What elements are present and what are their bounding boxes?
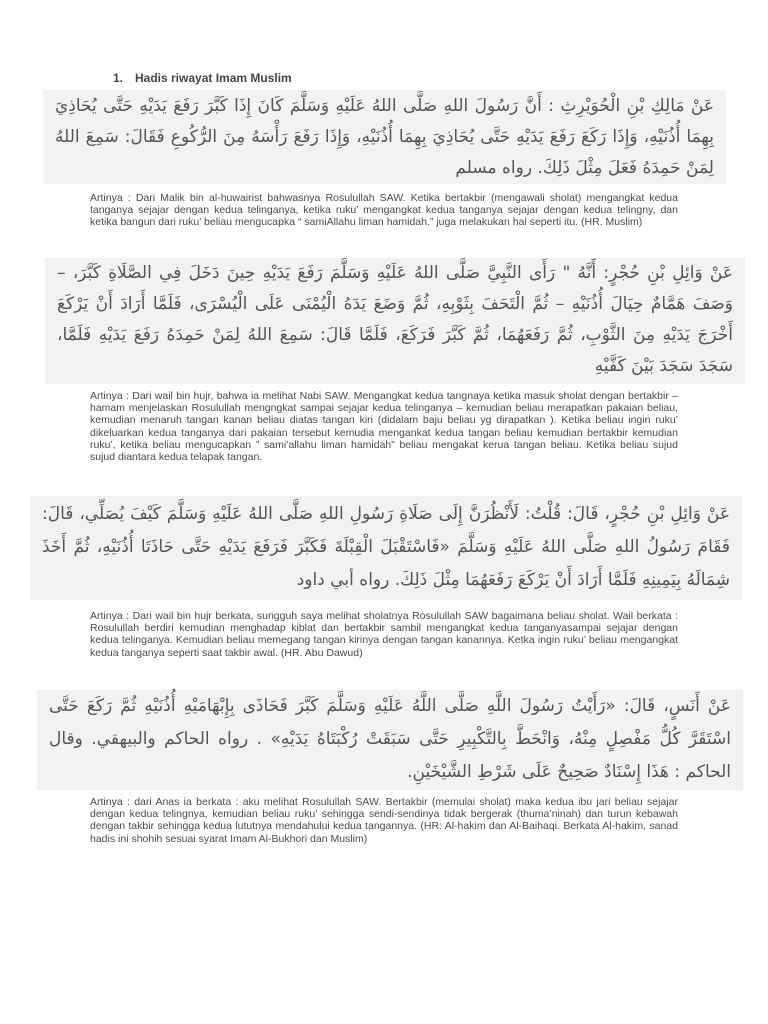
hadith-3-translation: Artinya : Dari wail bin hujr berkata, sungguh saya melihat sholatnya Rosulullah SAW bagaimana beliau sholat. Wail berkata : Rosulullah berdiri kemudian menghadap kiblat dan bertakbir sambil mengangkat kedua tanganyasampai sejajar dengan kedua telinganya. Kemudian beliau memegang tangan kirinya dengan tangan kanannya. Ketka ingin ruku’ beliau mengangkat kedua tanganya seperti saat takbir awal. (HR. Abu Dawud) bbox=[90, 610, 678, 659]
hadith-4-arabic: عَنْ أَنَسٍ، قَالَ: «رَأَيْتُ رَسُولَ اللَّهِ صَلَّى اللَّهُ عَلَيْهِ وَسَلَّمَ كَبَّرَ فَحَاذَى بِإِبْهَامَيْهِ أُذُنَيْهِ ثُمَّ رَكَعَ حَتَّى اسْتَقَرَّ كُلُّ مَفْصِلٍ مِنْهُ، وَانْحَطَّ بِالتَّكْبِيرِ حَتَّى سَبَقَتْ رُكْبَتَاهُ يَدَيْهِ» . رواه الحاكم والبيهقي. وقال الحاكم : هَذَا إِسْنَادٌ صَحِيحٌ عَلَى شَرْطِ الشَّيْخَيْنِ. bbox=[37, 690, 743, 790]
hadith-2-arabic: عَنْ وَائِلِ بْنِ حُجْرٍ: أَنَّهُ " رَأَى النَّبِيَّ صَلَّى اللهُ عَلَيْهِ وَسَلَّمَ رَفَعَ يَدَيْهِ حِينَ دَخَلَ فِي الصَّلَاةِ كَبَّرَ، – وَصَفَ هَمَّامٌ حِيَالَ أُذُنَيْهِ – ثُمَّ الْتَحَفَ بِثَوْبِهِ، ثُمَّ وَضَعَ يَدَهُ الْيُمْنَى عَلَى الْيُسْرَى، فَلَمَّا أَرَادَ أَنْ يَرْكَعَ أَخْرَجَ يَدَيْهِ مِنَ الثَّوْبِ، ثُمَّ رَفَعَهُمَا، ثُمَّ كَبَّرَ فَرَكَعَ، فَلَمَّا قَالَ: سَمِعَ اللهُ لِمَنْ حَمِدَهُ رَفَعَ يَدَيْهِ فَلَمَّا، سَجَدَ سَجَدَ بَيْنَ كَفَّيْهِ bbox=[45, 258, 745, 384]
heading-number: 1. bbox=[113, 71, 124, 85]
hadith-1-arabic: عَنْ مَالِكِ بْنِ الْحُوَيْرِثِ : أَنَّ رَسُولَ اللهِ صَلَّى اللهُ عَلَيْهِ وَسَلَّمَ كَانَ إِذَا كَبَّرَ رَفَعَ يَدَيْهِ حَتَّى يُحَاذِيَ بِهِمَا أُذُنَيْهِ، وَإِذَا رَكَعَ رَفَعَ يَدَيْهِ حَتَّى يُحَاذِيَ بِهِمَا أُذُنَيْهِ، وَإِذَا رَفَعَ رَأْسَهُ مِنَ الرُّكُوعِ فَقَالَ: سَمِعَ اللهُ لِمَنْ حَمِدَهُ فَعَلَ مِثْلَ ذَلِكَ. رواه مسلم bbox=[43, 90, 726, 184]
hadith-1-translation: Artinya : Dari Malik bin al-huwairist bahwasnya Rosulullah SAW. Ketika bertakbir (mengawali sholat) mengangkat kedua tanganya sejajar dengan kedua telinganya, ketika ruku’ mengangkat kedua tanganya sejajar dengan kedua telingny, dan ketika bangun dari ruku’ beliau mengucapka “ samiAllahu liman hamidah.” juga melakukan hal seperti itu. (HR. Muslim) bbox=[90, 192, 678, 229]
section-heading bbox=[113, 71, 292, 85]
hadith-4-translation: Artinya : dari Anas ia berkata : aku melihat Rosulullah SAW. Bertakbir (memulai sholat) maka kedua ibu jari beliau sejajar dengan kedua telingnya, kemudian beliau ruku’ sehingga sendi-sendinya tidak bergerak (thuma’ninah) dan turun kebawah dengan takbir sehingga kedua lututnya mendahului kedua tangannya. (HR: Al-hakim dan Al-Baihaqi. Berkata Al-hakim, sanad hadis ini shohih sesuai syarat Imam Al-Bukhori dan Muslim) bbox=[90, 796, 678, 845]
hadith-3-arabic: عَنْ وَائِلِ بْنِ حُجْرٍ، قَالَ: قُلْتُ: لَأَنْظُرَنَّ إِلَى صَلَاةِ رَسُولِ اللهِ صَلَّى اللهُ عَلَيْهِ وَسَلَّمَ كَيْفَ يُصَلِّي، قَالَ: فَقَامَ رَسُولُ اللهِ صَلَّى اللهُ عَلَيْهِ وَسَلَّمَ «فَاسْتَقْبَلَ الْقِبْلَةَ فَكَبَّرَ فَرَفَعَ يَدَيْهِ حَتَّى حَاذَتَا أُذُنَيْهِ، ثُمَّ أَخَذَ شِمَالَهُ بِيَمِينِهِ فَلَمَّا أَرَادَ أَنْ يَرْكَعَ رَفَعَهُمَا مِثْلَ ذَلِكَ. رواه أبي داود bbox=[30, 496, 742, 600]
heading-title: Hadis riwayat Imam Muslim bbox=[135, 71, 292, 85]
hadith-2-translation: Artinya : Dari wail bin hujr, bahwa ia melihat Nabi SAW. Mengangkat kedua tangnaya ketika masuk sholat dengan bertakbir – hamam menjelaskan Rosulullah mengngkat sampai sejajar kedua telinganya – kemudian beliau merapatkan pakaian beliau, kemudian menaruh tangan kanan beliau diatas tangan kiri (didalam baju beliau yg dirapatkan ). Ketika beliau ingin ruku’ dikeluarkan kedua tanganya dari pakaian tersebut kemudia mengankat kedua tangan beliau kemudian bertakbir kemudian ruku’, ketika beliau mengucapkan ” sami’allahu liman hamidah” beliau mengakat kerua tangan beliau. Ketika beliau sujud sujud diantara kedua telapak tangan. bbox=[90, 390, 678, 464]
